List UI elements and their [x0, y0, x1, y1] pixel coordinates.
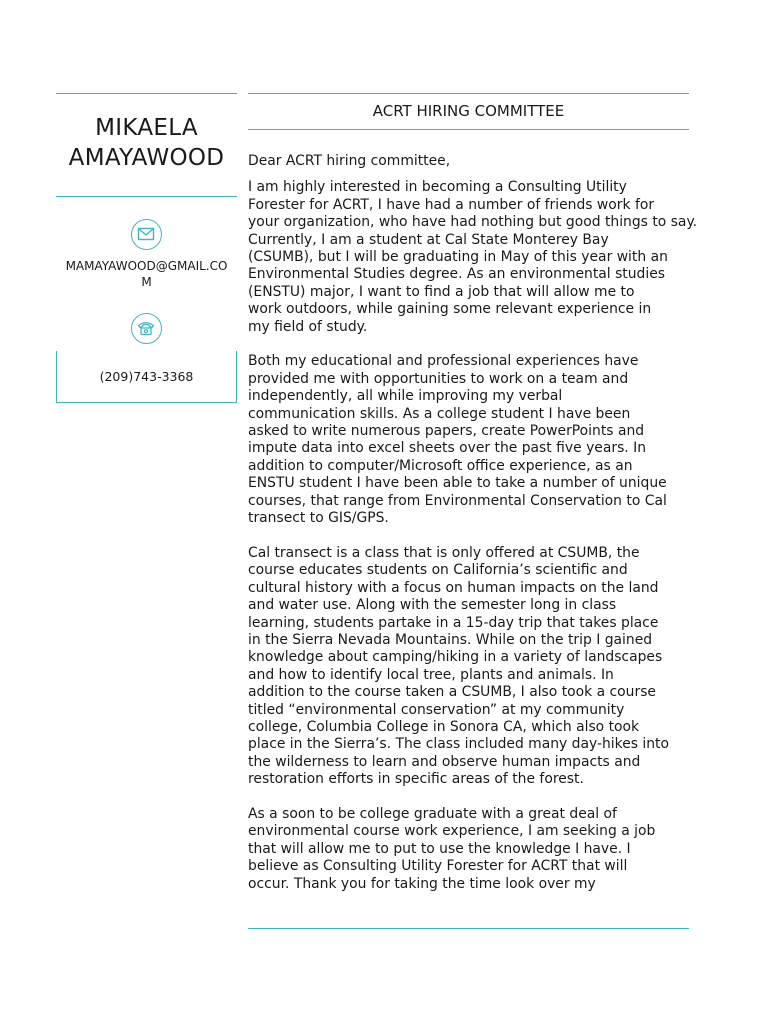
main-bottom-rule [248, 928, 689, 929]
text-line: ENSTU student I have been able to take a number of unique [248, 475, 667, 492]
phone-number[interactable]: (209)743-3368 [99, 369, 194, 384]
salutation: Dear ACRT hiring committee, [248, 153, 451, 169]
text-line: college, Columbia College in Sonora CA, which also took [248, 718, 640, 735]
name-first: MIKAELA [95, 115, 198, 141]
sidebar-top-rule [56, 93, 237, 94]
text-line: As a soon to be college graduate with a great deal of [248, 805, 617, 822]
text-line: addition to the course taken a CSUMB, I also took a course [248, 684, 656, 701]
text-line: my field of study. [248, 318, 368, 335]
text-line: independently, all while improving my verbal [248, 388, 563, 405]
envelope-icon [131, 219, 162, 250]
text-line: cultural history with a focus on human impacts on the land [248, 579, 659, 596]
text-line: believe as Consulting Utility Forester for ACRT that will [248, 858, 628, 875]
text-line: asked to write numerous papers, create PowerPoints and [248, 423, 645, 440]
telephone-icon [131, 313, 162, 344]
text-line: impute data into excel sheets over the past five years. In [248, 440, 647, 457]
email-line-1: MAMAYAWOOD@GMAIL.CO [65, 259, 228, 273]
text-line: Both my educational and professional experiences have [248, 353, 639, 370]
text-line: Cal transect is a class that is only offered at CSUMB, the [248, 544, 640, 561]
text-line: occur. Thank you for taking the time look over my [248, 875, 596, 892]
name-last: AMAYAWOOD [68, 145, 225, 171]
text-line: I am highly interested in becoming a Consulting Utility [248, 179, 627, 196]
name-bottom-rule [56, 196, 237, 197]
paragraph-gap [248, 789, 689, 806]
text-line: learning, students partake in a 15-day trip that takes place [248, 614, 659, 631]
main-top-rule [248, 93, 689, 94]
recipient-heading: ACRT HIRING COMMITTEE [372, 102, 565, 120]
text-line: addition to computer/Microsoft office experience, as an [248, 457, 633, 474]
text-line: (ENSTU) major, I want to find a job that will allow me to [248, 283, 635, 300]
text-line: that will allow me to put to use the knowledge I have. I [248, 840, 631, 857]
text-line: (CSUMB), but I will be graduating in May of this year with an [248, 249, 668, 266]
text-line: and how to identify local tree, plants and animals. In [248, 666, 614, 683]
paragraph-gap [248, 528, 689, 545]
text-line: environmental course work experience, I am seeking a job [248, 823, 656, 840]
text-line: provided me with opportunities to work on a team and [248, 370, 629, 387]
email-line-2: M [141, 275, 152, 289]
text-line: Forester for ACRT, I have had a number of friends work for [248, 196, 655, 213]
text-line: in the Sierra Nevada Mountains. While on the trip I gained [248, 631, 653, 648]
paragraph-1 [248, 179, 698, 336]
paragraph-gap [248, 336, 689, 353]
paragraph-2 [248, 353, 689, 527]
text-line: your organization, who have had nothing but good things to say. [248, 214, 698, 231]
text-line: communication skills. As a college student I have been [248, 405, 631, 422]
applicant-name [56, 113, 237, 173]
text-line: courses, that range from Environmental Conservation to Cal [248, 492, 667, 509]
text-line: transect to GIS/GPS. [248, 510, 389, 527]
phone-box [56, 351, 237, 403]
text-line: and water use. Along with the semester long in class [248, 597, 617, 614]
text-line: Currently, I am a student at Cal State Monterey Bay [248, 231, 609, 248]
paragraph-3 [248, 545, 689, 789]
heading-bottom-rule [248, 129, 689, 130]
paragraph-4 [248, 806, 689, 893]
text-line: knowledge about camping/hiking in a variety of landscapes [248, 649, 663, 666]
letter-body [248, 153, 698, 893]
text-line: the wilderness to learn and observe human impacts and [248, 753, 641, 770]
text-line: titled “environmental conservation” at my community [248, 701, 625, 718]
text-line: work outdoors, while gaining some relevant experience in [248, 301, 652, 318]
text-line: course educates students on California’s scientific and [248, 562, 628, 579]
text-line: Environmental Studies degree. As an environmental studies [248, 266, 666, 283]
text-line: place in the Sierra’s. The class included many day-hikes into [248, 736, 669, 753]
email-address[interactable] [56, 258, 237, 290]
text-line: restoration efforts in specific areas of the forest. [248, 771, 584, 788]
